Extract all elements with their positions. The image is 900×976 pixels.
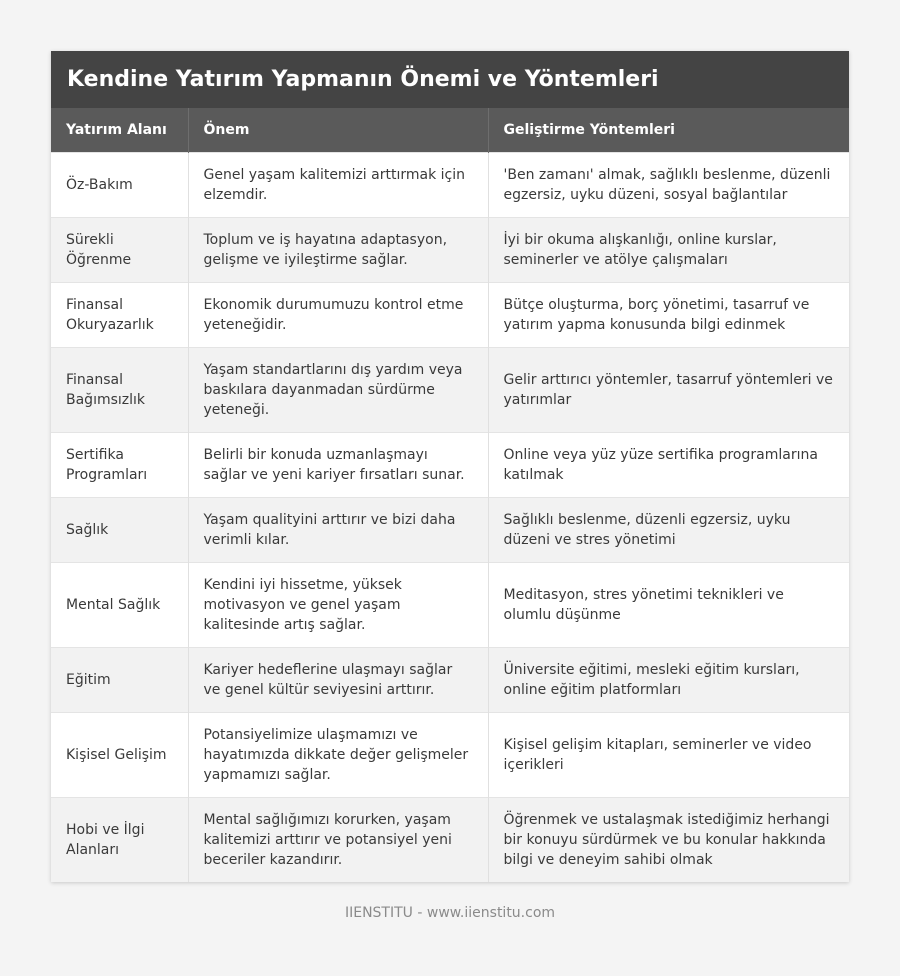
column-header-area: Yatırım Alanı <box>51 108 188 152</box>
cell-importance: Belirli bir konuda uzmanlaşmayı sağlar ve yeni kariyer fırsatları sunar. <box>188 432 488 497</box>
cell-methods: 'Ben zamanı' almak, sağlıklı beslenme, düzenli egzersiz, uyku düzeni, sosyal bağlantılar <box>488 152 849 217</box>
cell-importance: Yaşam standartlarını dış yardım veya baskılara dayanmadan sürdürme yeteneği. <box>188 347 488 432</box>
cell-importance: Yaşam qualityini arttırır ve bizi daha verimli kılar. <box>188 497 488 562</box>
cell-area: Mental Sağlık <box>51 562 188 647</box>
cell-area: Sağlık <box>51 497 188 562</box>
cell-area: Sürekli Öğrenme <box>51 217 188 282</box>
cell-area: Kişisel Gelişim <box>51 712 188 797</box>
cell-area: Finansal Bağımsızlık <box>51 347 188 432</box>
table-row <box>51 647 849 712</box>
table-row <box>51 217 849 282</box>
header-row <box>51 108 849 152</box>
cell-importance: Mental sağlığımızı korurken, yaşam kalitemizi arttırır ve potansiyel yeni beceriler kazandırır. <box>188 797 488 882</box>
cell-methods: Gelir arttırıcı yöntemler, tasarruf yöntemleri ve yatırımlar <box>488 347 849 432</box>
column-header-importance: Önem <box>188 108 488 152</box>
cell-importance: Genel yaşam kalitemizi arttırmak için elzemdir. <box>188 152 488 217</box>
cell-methods: Öğrenmek ve ustalaşmak istediğimiz herhangi bir konuyu sürdürmek ve bu konular hakkında bilgi ve deneyim sahibi olmak <box>488 797 849 882</box>
investment-table <box>51 108 849 882</box>
cell-importance: Kariyer hedeflerine ulaşmayı sağlar ve genel kültür seviyesini arttırır. <box>188 647 488 712</box>
cell-area: Sertifika Programları <box>51 432 188 497</box>
table-row <box>51 797 849 882</box>
table-row <box>51 562 849 647</box>
table-row <box>51 432 849 497</box>
table-row <box>51 282 849 347</box>
table-row <box>51 497 849 562</box>
cell-methods: Sağlıklı beslenme, düzenli egzersiz, uyku düzeni ve stres yönetimi <box>488 497 849 562</box>
column-header-methods: Geliştirme Yöntemleri <box>488 108 849 152</box>
cell-importance: Kendini iyi hissetme, yüksek motivasyon ve genel yaşam kalitesinde artış sağlar. <box>188 562 488 647</box>
cell-methods: Meditasyon, stres yönetimi teknikleri ve olumlu düşünme <box>488 562 849 647</box>
cell-methods: Online veya yüz yüze sertifika programlarına katılmak <box>488 432 849 497</box>
cell-importance: Ekonomik durumumuzu kontrol etme yeteneğidir. <box>188 282 488 347</box>
cell-area: Eğitim <box>51 647 188 712</box>
cell-importance: Toplum ve iş hayatına adaptasyon, gelişme ve iyileştirme sağlar. <box>188 217 488 282</box>
table-row <box>51 152 849 217</box>
cell-area: Hobi ve İlgi Alanları <box>51 797 188 882</box>
cell-methods: İyi bir okuma alışkanlığı, online kurslar, seminerler ve atölye çalışmaları <box>488 217 849 282</box>
cell-methods: Kişisel gelişim kitapları, seminerler ve video içerikleri <box>488 712 849 797</box>
footer-credit: IIENSTITU - www.iienstitu.com <box>344 905 556 921</box>
table-title: Kendine Yatırım Yapmanın Önemi ve Yöntemleri <box>51 51 849 108</box>
cell-importance: Potansiyelimize ulaşmamızı ve hayatımızda dikkate değer gelişmeler yapmamızı sağlar. <box>188 712 488 797</box>
cell-area: Öz-Bakım <box>51 152 188 217</box>
cell-area: Finansal Okuryazarlık <box>51 282 188 347</box>
cell-methods: Üniversite eğitimi, mesleki eğitim kursları, online eğitim platformları <box>488 647 849 712</box>
table-row <box>51 347 849 432</box>
table-row <box>51 712 849 797</box>
table-card <box>51 51 849 882</box>
cell-methods: Bütçe oluşturma, borç yönetimi, tasarruf ve yatırım yapma konusunda bilgi edinmek <box>488 282 849 347</box>
